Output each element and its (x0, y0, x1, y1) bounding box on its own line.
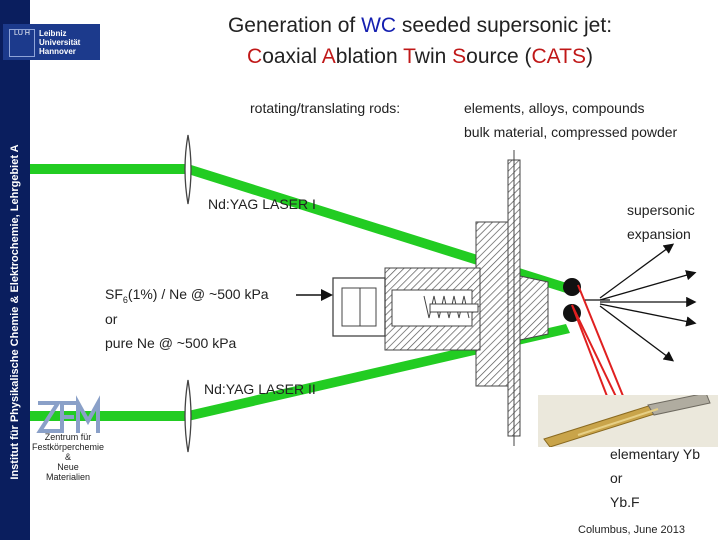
laser-2-label: Nd:YAG LASER II (204, 381, 316, 397)
title-highlight-a: A (321, 45, 336, 68)
zfm-line: & (64, 452, 71, 462)
yb-label-1: elementary Yb (610, 446, 701, 462)
title-text: oaxial (262, 45, 322, 68)
gas-or-label: or (105, 311, 118, 327)
expansion-arrow-5 (600, 306, 672, 360)
title-text: seeded supersonic jet: (396, 14, 613, 37)
zfm-text (28, 432, 108, 482)
expansion-arrow-3 (600, 304, 694, 323)
title-highlight-s: S (452, 45, 467, 68)
title-highlight-t: T (403, 45, 415, 68)
elements-label-1: elements, alloys, compounds (464, 100, 645, 116)
title-text: win (414, 45, 453, 68)
lens-1 (185, 135, 191, 204)
yb-label-2: Yb.F (610, 494, 640, 510)
supersonic-label: supersonic (627, 202, 695, 218)
gas-label-sf: SF (105, 286, 123, 302)
logo-line: Universität (39, 38, 81, 47)
zfm-line: Zentrum für (44, 432, 92, 442)
nozzle (520, 276, 548, 340)
title-text: blation (335, 45, 404, 68)
gas-ne-label: pure Ne @ ~500 kPa (105, 335, 237, 351)
title-text: ) (585, 45, 593, 68)
title-highlight-cats: CATS (531, 45, 586, 68)
gas-label (105, 286, 269, 305)
title-text: Generation of (227, 14, 362, 37)
rod-photo-drawing (538, 395, 718, 447)
footer-text: Columbus, June 2013 (578, 524, 686, 536)
title-highlight-wc: WC (361, 14, 397, 37)
title-text: ource ( (466, 45, 532, 68)
logo-mark: LU H (9, 29, 35, 57)
rod-photo (538, 395, 718, 447)
valve-rod (430, 304, 478, 312)
lens-2 (185, 380, 191, 452)
gas-label-rest: (1%) / Ne @ ~500 kPa (127, 286, 269, 302)
yb-or-label: or (610, 470, 623, 486)
elements-label-2: bulk material, compressed powder (464, 124, 678, 140)
title-highlight-c: C (247, 45, 263, 68)
zfm-line: Festkörperchemie (31, 442, 105, 452)
logo-line: Hannover (39, 47, 76, 56)
laser-1-label: Nd:YAG LASER I (208, 196, 316, 212)
sidebar-institute-text: Institut für Physikalische Chemie & Elektrochemie, Lehrgebiet A (9, 144, 21, 480)
expansion-label: expansion (627, 226, 691, 242)
rods-label: rotating/translating rods: (250, 100, 401, 116)
logo-line: Leibniz (39, 29, 67, 38)
gas-label-subscript: 6 (122, 294, 128, 305)
inlet-fitting (342, 288, 376, 326)
zfm-line: Neue (57, 462, 79, 472)
mount-plate-inner (476, 222, 508, 386)
zfm-line: Materialien (45, 472, 91, 482)
expansion-arrow-1 (600, 273, 694, 300)
